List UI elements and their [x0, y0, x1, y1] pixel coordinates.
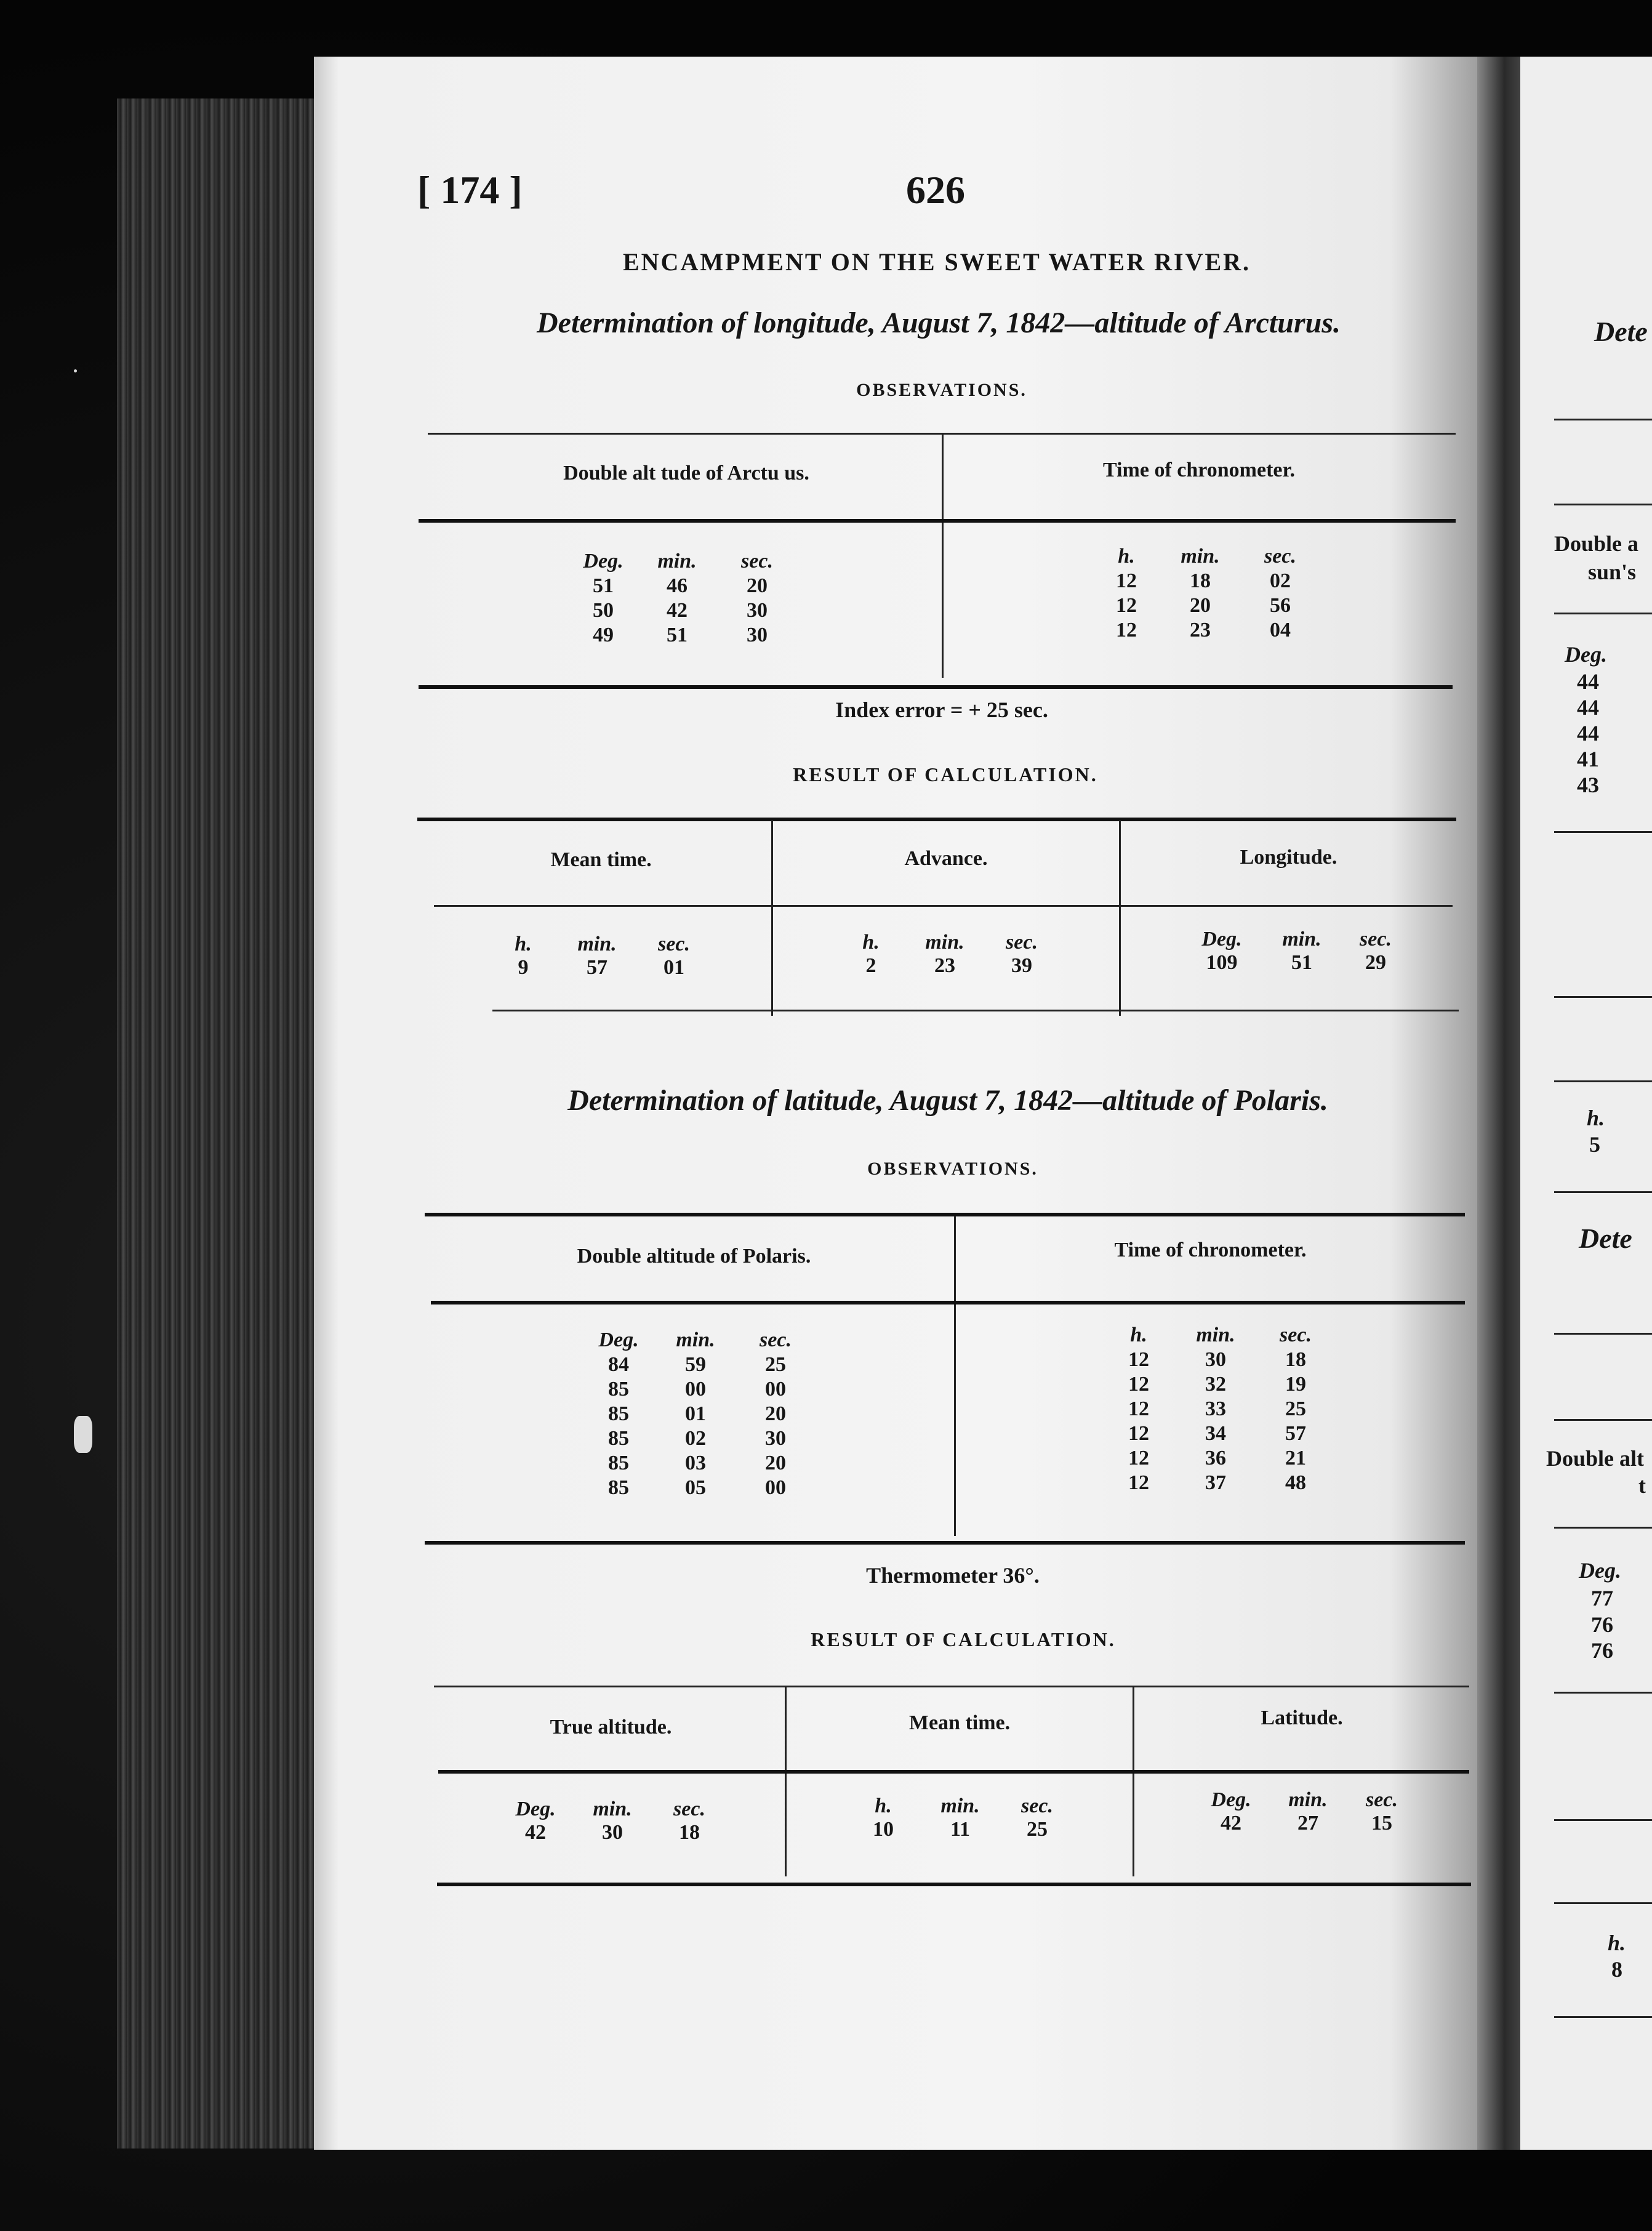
- table-rule: [419, 519, 1456, 523]
- table-cell: 30: [747, 599, 768, 622]
- table-divider: [954, 1216, 956, 1536]
- page-number: 626: [906, 168, 965, 212]
- dust-speck: [74, 1416, 92, 1453]
- table-cell: 85: [608, 1452, 629, 1474]
- polaris-chronometer-table: [1105, 1324, 1333, 1495]
- col-advance: Advance.: [904, 847, 988, 870]
- table-cell: 84: [608, 1353, 629, 1376]
- table-cell: 42: [667, 599, 688, 622]
- advance-result: [840, 931, 1056, 978]
- table-cell: 12: [1128, 1422, 1149, 1445]
- table-cell: 32: [1205, 1373, 1226, 1396]
- table-rule: [419, 685, 1453, 689]
- table-cell: 30: [602, 1821, 623, 1844]
- table-rule: [1554, 419, 1652, 420]
- table-cell: 36: [1205, 1447, 1226, 1469]
- unit-label: h.: [875, 1795, 892, 1817]
- table-cell: 109: [1206, 951, 1238, 974]
- unit-label: sec.: [1360, 928, 1392, 951]
- table-cell: 25: [1027, 1818, 1048, 1841]
- unit-label: sec.: [1006, 931, 1038, 954]
- facing-column-fragment: t: [1638, 1473, 1646, 1498]
- table-cell: 25: [1285, 1397, 1306, 1420]
- unit-label: Deg.: [515, 1798, 556, 1820]
- col-true-altitude: True altitude.: [550, 1716, 672, 1739]
- observations-label: OBSERVATIONS.: [856, 380, 1027, 400]
- table-cell: 50: [593, 599, 614, 622]
- table-cell: 56: [1270, 594, 1291, 617]
- book-page-edges: [117, 98, 329, 2149]
- table-rule: [1554, 1191, 1652, 1193]
- col-double-altitude-polaris: Double altitude of Polaris.: [577, 1245, 811, 1268]
- table-rule: [492, 1010, 1459, 1011]
- col-time-chronometer: Time of chronometer.: [1103, 459, 1295, 481]
- table-cell: 29: [1365, 951, 1386, 974]
- longitude-result: [1182, 928, 1409, 975]
- unit-label: Deg.: [583, 550, 624, 573]
- unit-label: sec.: [760, 1329, 792, 1351]
- facing-page: [1520, 57, 1652, 2150]
- book-gutter: [1477, 57, 1526, 2150]
- table-cell: 12: [1128, 1471, 1149, 1494]
- table-cell: 00: [765, 1378, 786, 1401]
- table-cell: 44: [1577, 669, 1599, 694]
- table-cell: 30: [747, 624, 768, 646]
- table-rule: [1554, 504, 1652, 505]
- table-rule: [434, 905, 1453, 907]
- result-label: RESULT OF CALCULATION.: [793, 763, 1098, 786]
- table-cell: 04: [1270, 619, 1291, 641]
- unit-label: Deg.: [1211, 1788, 1251, 1811]
- unit-label: sec.: [741, 550, 773, 573]
- table-cell: 01: [664, 956, 684, 979]
- table-cell: 44: [1577, 695, 1599, 720]
- facing-heading-fragment: Dete: [1594, 316, 1648, 347]
- facing-column-fragment: sun's: [1588, 560, 1637, 584]
- table-cell: 02: [1270, 569, 1291, 592]
- unit-label: min.: [676, 1329, 715, 1351]
- true-altitude-result: [502, 1798, 723, 1844]
- table-cell: 85: [608, 1378, 629, 1401]
- table-cell: 9: [518, 956, 529, 979]
- page-bracket-number: [ 174 ]: [417, 168, 523, 212]
- table-cell: 57: [587, 956, 607, 979]
- page-title: ENCAMPMENT ON THE SWEET WATER RIVER.: [622, 248, 1251, 276]
- table-cell: 85: [608, 1427, 629, 1450]
- polaris-altitude-table: [585, 1329, 812, 1500]
- unit-label: sec.: [1366, 1788, 1398, 1811]
- table-cell: 18: [1190, 569, 1211, 592]
- table-cell: 44: [1577, 721, 1599, 746]
- table-rule: [1554, 1902, 1652, 1904]
- table-cell: 11: [950, 1818, 971, 1841]
- unit-label: min.: [577, 933, 617, 955]
- latitude-heading: Determination of latitude, August 7, 1842—altitude of Polaris.: [567, 1084, 1328, 1117]
- table-rule: [1554, 613, 1652, 614]
- unit-label: min.: [940, 1795, 980, 1817]
- table-cell: 20: [765, 1452, 786, 1474]
- table-rule: [425, 1541, 1465, 1545]
- table-rule: [437, 1883, 1471, 1886]
- table-cell: 02: [685, 1427, 706, 1450]
- table-cell: 43: [1577, 773, 1599, 797]
- table-cell: 27: [1297, 1812, 1318, 1835]
- table-cell: 33: [1205, 1397, 1226, 1420]
- col-mean-time: Mean time.: [550, 848, 652, 871]
- observations-label: OBSERVATIONS.: [867, 1159, 1038, 1179]
- table-rule: [434, 1686, 1469, 1687]
- table-rule: [1554, 1080, 1652, 1082]
- thermometer-note: Thermometer 36°.: [866, 1563, 1040, 1588]
- table-cell: 42: [1221, 1812, 1241, 1835]
- table-cell: 49: [593, 624, 614, 646]
- unit-label: min.: [1181, 545, 1220, 568]
- table-cell: 15: [1371, 1812, 1392, 1835]
- facing-heading-fragment: Dete: [1579, 1223, 1632, 1254]
- table-rule: [1554, 1692, 1652, 1694]
- table-rule: [431, 1301, 1465, 1304]
- table-cell: 30: [1205, 1348, 1226, 1371]
- table-cell: 25: [765, 1353, 786, 1376]
- table-cell: 20: [747, 574, 768, 597]
- table-rule: [1554, 2016, 1652, 2018]
- table-cell: 51: [1291, 951, 1312, 974]
- table-cell: 46: [667, 574, 688, 597]
- index-error: Index error = + 25 sec.: [835, 697, 1048, 722]
- table-cell: 01: [685, 1402, 706, 1425]
- dust-speck: [74, 369, 77, 372]
- result-label: RESULT OF CALCULATION.: [811, 1628, 1116, 1650]
- table-cell: 5: [1589, 1132, 1600, 1157]
- unit-label: min.: [1288, 1788, 1328, 1811]
- table-cell: 20: [1190, 594, 1211, 617]
- table-cell: 41: [1577, 747, 1599, 771]
- table-cell: 51: [593, 574, 614, 597]
- table-cell: 12: [1128, 1397, 1149, 1420]
- table-cell: 00: [765, 1476, 786, 1499]
- table-rule: [425, 1213, 1465, 1216]
- table-cell: 34: [1205, 1422, 1226, 1445]
- table-cell: 59: [685, 1353, 706, 1376]
- table-cell: 05: [685, 1476, 706, 1499]
- table-cell: 18: [679, 1821, 700, 1844]
- longitude-heading: Determination of longitude, August 7, 1842—altitude of Arcturus.: [537, 307, 1341, 339]
- table-cell: 12: [1116, 619, 1137, 641]
- unit-label: h.: [1118, 545, 1135, 568]
- table-cell: 57: [1285, 1422, 1306, 1445]
- table-cell: 12: [1116, 594, 1137, 617]
- mean-time-result: [492, 933, 708, 979]
- table-rule: [1554, 1527, 1652, 1529]
- unit-label: min.: [657, 550, 697, 573]
- table-rule: [1554, 996, 1652, 998]
- unit-label: min.: [593, 1798, 632, 1820]
- table-rule: [438, 1770, 1469, 1774]
- table-cell: 23: [1190, 619, 1211, 641]
- table-cell: 51: [667, 624, 688, 646]
- table-rule: [1554, 1819, 1652, 1821]
- table-cell: 12: [1128, 1373, 1149, 1396]
- table-cell: 48: [1285, 1471, 1306, 1494]
- arcturus-chronometer-table: [1096, 545, 1317, 642]
- table-cell: 10: [873, 1818, 894, 1841]
- col-time-chronometer: Time of chronometer.: [1114, 1239, 1307, 1261]
- table-cell: 00: [685, 1378, 706, 1401]
- table-rule: [1554, 1333, 1652, 1335]
- unit-label: Deg.: [1579, 1558, 1621, 1583]
- unit-label: min.: [925, 931, 964, 954]
- table-cell: 85: [608, 1402, 629, 1425]
- col-latitude: Latitude.: [1261, 1706, 1343, 1729]
- unit-label: Deg.: [1201, 928, 1242, 951]
- table-cell: 76: [1591, 1638, 1613, 1663]
- unit-label: h.: [862, 931, 880, 954]
- unit-label: sec.: [1264, 545, 1296, 568]
- table-cell: 77: [1591, 1586, 1613, 1610]
- table-cell: 12: [1116, 569, 1137, 592]
- unit-label: Deg.: [598, 1329, 639, 1351]
- unit-label: min.: [1196, 1324, 1235, 1346]
- table-cell: 39: [1011, 954, 1032, 977]
- table-cell: 37: [1205, 1471, 1226, 1494]
- col-double-altitude-arcturus: Double alt tude of Arctu us.: [563, 462, 809, 484]
- unit-label: sec.: [673, 1798, 705, 1820]
- table-cell: 03: [685, 1452, 706, 1474]
- unit-label: sec.: [1280, 1324, 1312, 1346]
- table-cell: 23: [934, 954, 955, 977]
- unit-label: h.: [1587, 1106, 1605, 1130]
- mean-time-result: [849, 1795, 1071, 1841]
- table-cell: 12: [1128, 1348, 1149, 1371]
- col-mean-time: Mean time.: [908, 1711, 1011, 1734]
- unit-label: min.: [1282, 928, 1321, 951]
- table-cell: 85: [608, 1476, 629, 1499]
- table-cell: 76: [1591, 1612, 1613, 1637]
- table-cell: 20: [765, 1402, 786, 1425]
- table-rule: [1554, 831, 1652, 833]
- table-cell: 12: [1128, 1447, 1149, 1469]
- table-rule: [1554, 1419, 1652, 1421]
- unit-label: h.: [1608, 1931, 1626, 1955]
- table-cell: 42: [525, 1821, 546, 1844]
- unit-label: h.: [1130, 1324, 1147, 1346]
- latitude-result: [1194, 1788, 1416, 1835]
- facing-column-fragment: Double alt: [1546, 1446, 1645, 1471]
- table-cell: 19: [1285, 1373, 1306, 1396]
- table-cell: 18: [1285, 1348, 1306, 1371]
- unit-label: Deg.: [1565, 642, 1607, 667]
- unit-label: sec.: [658, 933, 690, 955]
- facing-column-fragment: Double a: [1554, 531, 1639, 556]
- arcturus-altitude-table: [572, 550, 794, 647]
- table-rule: [417, 818, 1456, 821]
- table-cell: 21: [1285, 1447, 1306, 1469]
- col-longitude: Longitude.: [1240, 846, 1337, 869]
- unit-label: h.: [515, 933, 532, 955]
- table-cell: 8: [1611, 1957, 1622, 1982]
- unit-label: sec.: [1021, 1795, 1053, 1817]
- table-cell: 2: [865, 954, 876, 977]
- table-cell: 30: [765, 1427, 786, 1450]
